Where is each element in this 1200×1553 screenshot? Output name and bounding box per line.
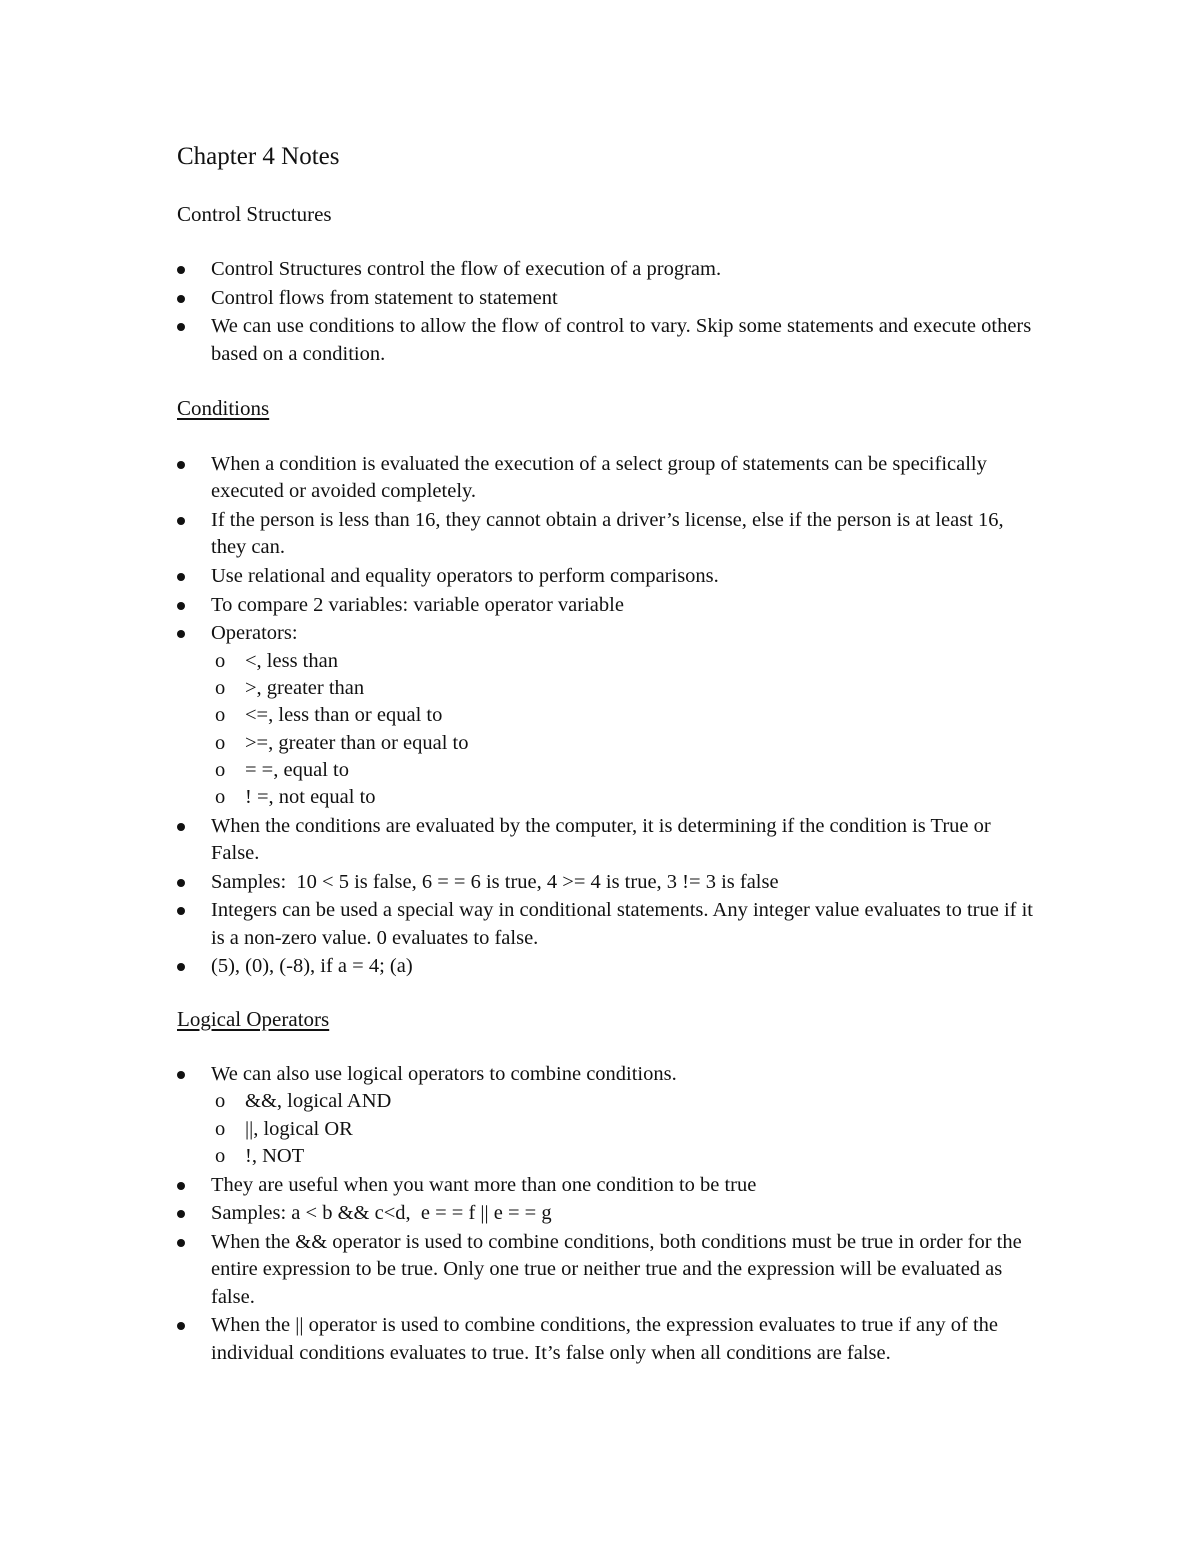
bullet-icon (177, 517, 185, 525)
control-structures-list (177, 256, 1037, 369)
sub-list-item: o = =, equal to (211, 757, 1037, 784)
hollow-bullet-icon: o (215, 649, 226, 672)
list-item: (5), (0), (-8), if a = 4; (a) (177, 953, 1037, 980)
conditions-list (177, 451, 1037, 982)
list-item: If the person is less than 16, they cannot obtain a driver’s license, else if the person is at least 16, they can. (177, 507, 1037, 562)
list-item: Use relational and equality operators to perform comparisons. (177, 563, 1037, 590)
list-item: Samples: a < b && c<d, e = = f || e = = g (177, 1200, 1037, 1227)
bullet-icon (177, 1239, 185, 1247)
bullet-icon (177, 295, 185, 303)
hollow-bullet-icon: o (215, 731, 226, 754)
list-item: To compare 2 variables: variable operator variable (177, 592, 1037, 619)
logical-operators-sublist (211, 1088, 1037, 1170)
bullet-icon (177, 602, 185, 610)
list-item: When the conditions are evaluated by the computer, it is determining if the condition is True or False. (177, 813, 1037, 868)
operators-sublist (211, 648, 1037, 812)
page-title: Chapter 4 Notes (177, 143, 340, 170)
list-item: We can use conditions to allow the flow of control to vary. Skip some statements and execute others based on a condition. (177, 313, 1037, 368)
sub-list-item: o <, less than (211, 648, 1037, 675)
hollow-bullet-icon: o (215, 676, 226, 699)
list-item: When the || operator is used to combine conditions, the expression evaluates to true if any of the individual conditions evaluates to true. It’s false only when all conditions are false. (177, 1312, 1037, 1367)
section-heading-control-structures: Control Structures (177, 202, 332, 226)
section-heading-logical-operators: Logical Operators (177, 1007, 330, 1031)
sub-list-item: o &&, logical AND (211, 1088, 1037, 1115)
sub-list-item: o >, greater than (211, 675, 1037, 702)
bullet-icon (177, 963, 185, 971)
bullet-icon (177, 266, 185, 274)
list-item: Control Structures control the flow of execution of a program. (177, 256, 1037, 283)
list-item: When the && operator is used to combine conditions, both conditions must be true in order for the entire expression to be true. Only one true or neither true and the expression will be evaluated as false. (177, 1229, 1037, 1311)
list-item: We can also use logical operators to combine conditions. o &&, logical AND o ||, logical OR o !, NOT (177, 1061, 1037, 1170)
bullet-icon (177, 1071, 185, 1079)
list-item: They are useful when you want more than one condition to be true (177, 1172, 1037, 1199)
bullet-icon (177, 1182, 185, 1190)
list-item: Integers can be used a special way in conditional statements. Any integer value evaluates to true if it is a non-zero value. 0 evaluates to false. (177, 897, 1037, 952)
logical-operators-list (177, 1061, 1037, 1368)
bullet-icon (177, 573, 185, 581)
list-item: Operators: o <, less than o >, greater than o <=, less than or equal to o >=, greater than or equal to o = =, equal to o ! =, not equal to (177, 620, 1037, 811)
bullet-icon (177, 323, 185, 331)
hollow-bullet-icon: o (215, 758, 226, 781)
list-item: Samples: 10 < 5 is false, 6 = = 6 is true, 4 >= 4 is true, 3 != 3 is false (177, 869, 1037, 896)
hollow-bullet-icon: o (215, 1144, 226, 1167)
bullet-icon (177, 1210, 185, 1218)
sub-list-item: o ! =, not equal to (211, 784, 1037, 811)
bullet-icon (177, 823, 185, 831)
hollow-bullet-icon: o (215, 786, 226, 809)
hollow-bullet-icon: o (215, 704, 226, 727)
hollow-bullet-icon: o (215, 1090, 226, 1113)
bullet-icon (177, 630, 185, 638)
bullet-icon (177, 461, 185, 469)
list-item: When a condition is evaluated the execution of a select group of statements can be specifically executed or avoided completely. (177, 451, 1037, 506)
section-heading-conditions: Conditions (177, 396, 270, 420)
list-item: Control flows from statement to statement (177, 285, 1037, 312)
hollow-bullet-icon: o (215, 1117, 226, 1140)
sub-list-item: o <=, less than or equal to (211, 702, 1037, 729)
bullet-icon (177, 907, 185, 915)
bullet-icon (177, 879, 185, 887)
sub-list-item: o !, NOT (211, 1143, 1037, 1170)
sub-list-item: o ||, logical OR (211, 1116, 1037, 1143)
bullet-icon (177, 1322, 185, 1330)
sub-list-item: o >=, greater than or equal to (211, 730, 1037, 757)
